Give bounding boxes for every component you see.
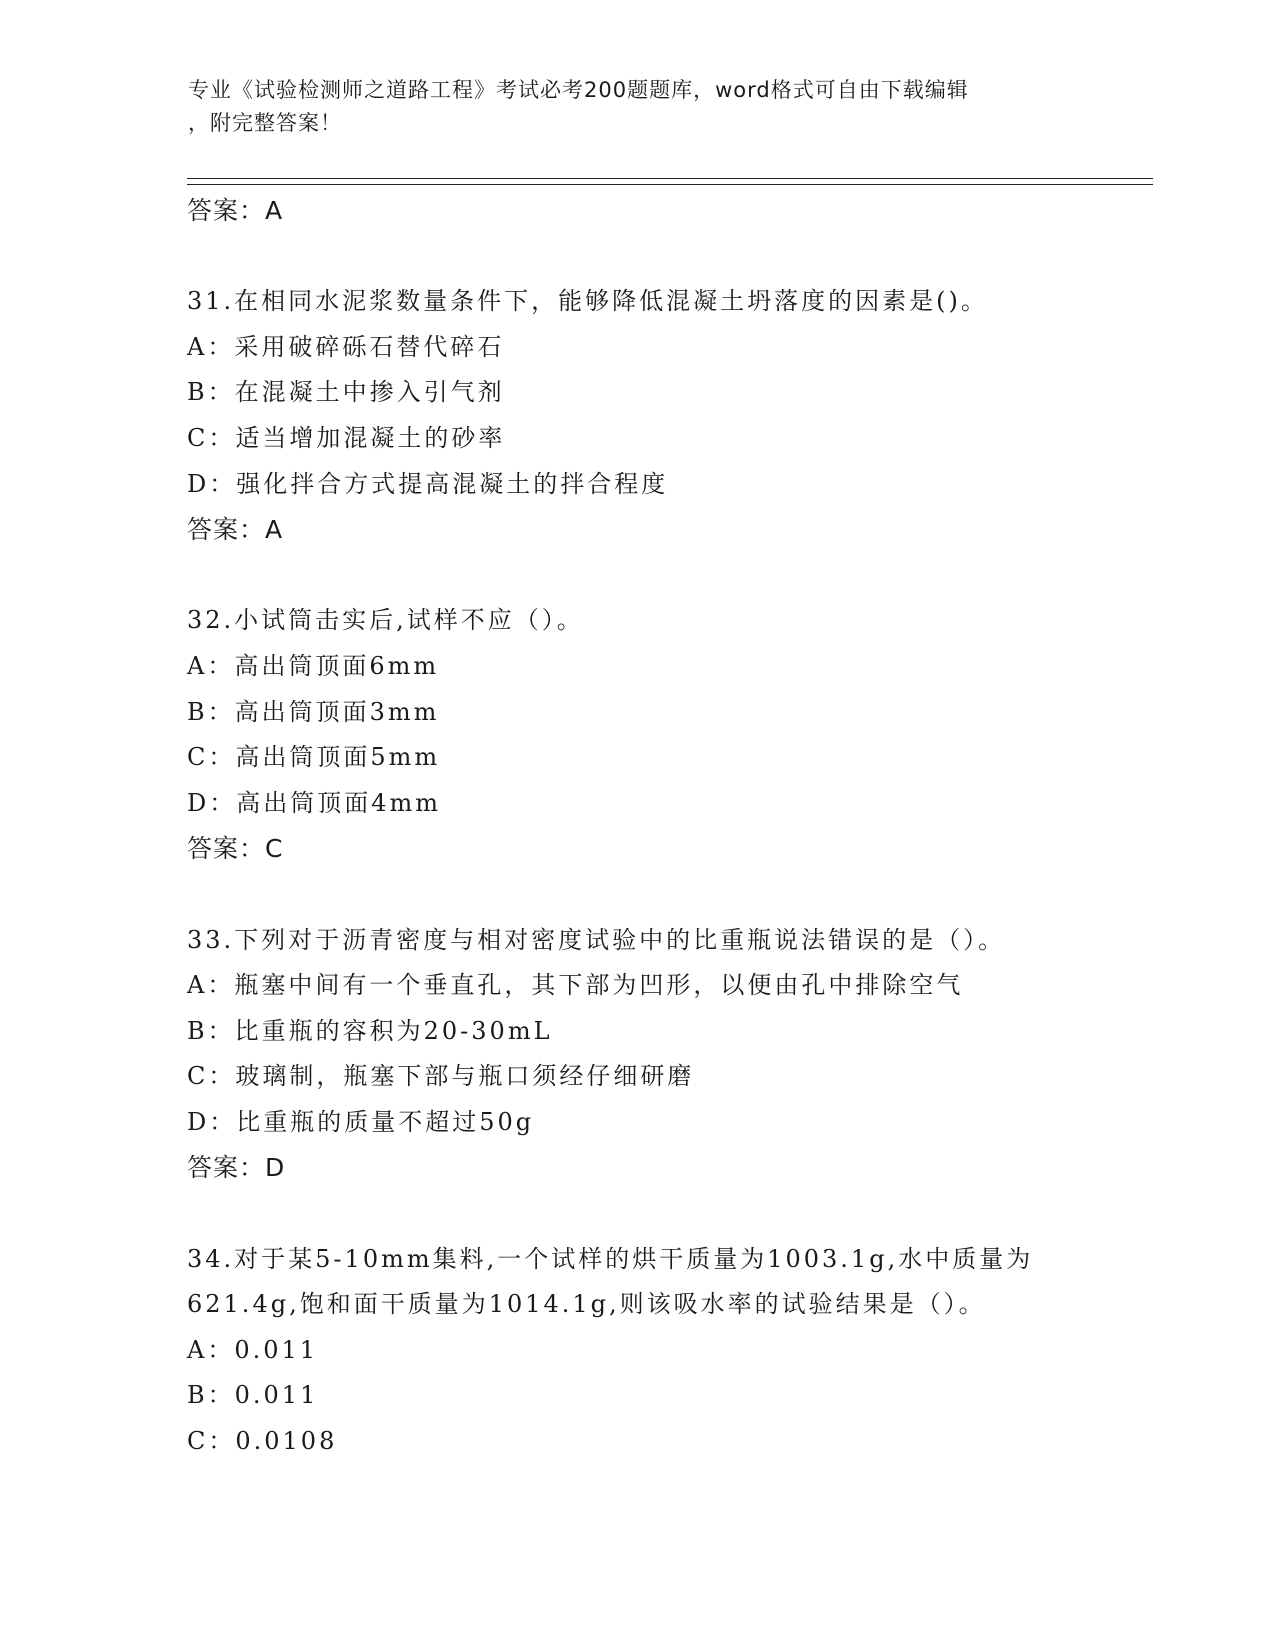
option-c: C：0.0108 [187,1427,338,1456]
option-b: B：0.011 [187,1381,319,1410]
answer-line: 答案：A [187,515,284,545]
question-content [187,188,1187,1465]
question-stem: 34.对于某5-10mm集料,一个试样的烘干质量为1003.1g,水中质量为 [187,1244,1034,1273]
option-a: A：高出筒顶面6mm [187,651,440,680]
option-d: D：高出筒顶面4mm [187,788,442,817]
document-header [188,74,1068,140]
spacer [187,1191,1187,1237]
option-c: C：高出筒顶面5mm [187,743,441,772]
question-stem: 33.下列对于沥青密度与相对密度试验中的比重瓶说法错误的是（）。 [187,925,1006,954]
option-c: C：玻璃制，瓶塞下部与瓶口须经仔细研磨 [187,1062,695,1091]
option-a: A：瓶塞中间有一个垂直孔，其下部为凹形，以便由孔中排除空气 [187,971,964,1000]
spacer [187,872,1187,918]
question-stem-continued: 621.4g,饱和面干质量为1014.1g,则该吸水率的试验结果是（）。 [187,1290,986,1319]
option-a: A：0.011 [187,1335,319,1364]
question-block [187,1237,1187,1465]
option-c: C：适当增加混凝土的砂率 [187,423,506,452]
option-a: A：采用破碎砾石替代碎石 [187,332,505,361]
header-divider-top [187,178,1153,179]
spacer [187,553,1187,599]
header-line-1: 专业《试验检测师之道路工程》考试必考200题题库，word格式可自由下载编辑 [188,78,969,102]
option-b: B：在混凝土中掺入引气剂 [187,378,505,407]
option-b: B：比重瓶的容积为20-30mL [187,1016,553,1045]
option-d: D：比重瓶的质量不超过50g [187,1107,535,1136]
header-divider-bottom [187,184,1153,185]
answer-line: 答案：A [187,196,284,225]
answer-line: 答案：D [187,1153,286,1183]
answer-line: 答案：C [187,834,284,864]
header-line-2: ，附完整答案！ [188,111,342,135]
option-b: B：高出筒顶面3mm [187,697,440,726]
spacer [187,234,1187,280]
question-block [187,279,1187,553]
question-stem: 31.在相同水泥浆数量条件下，能够降低混凝土坍落度的因素是()。 [187,287,988,316]
question-block [187,918,1187,1192]
question-stem: 32.小试筒击实后,试样不应（）。 [187,606,584,635]
question-block [187,598,1187,872]
option-d: D：强化拌合方式提高混凝土的拌合程度 [187,469,669,498]
